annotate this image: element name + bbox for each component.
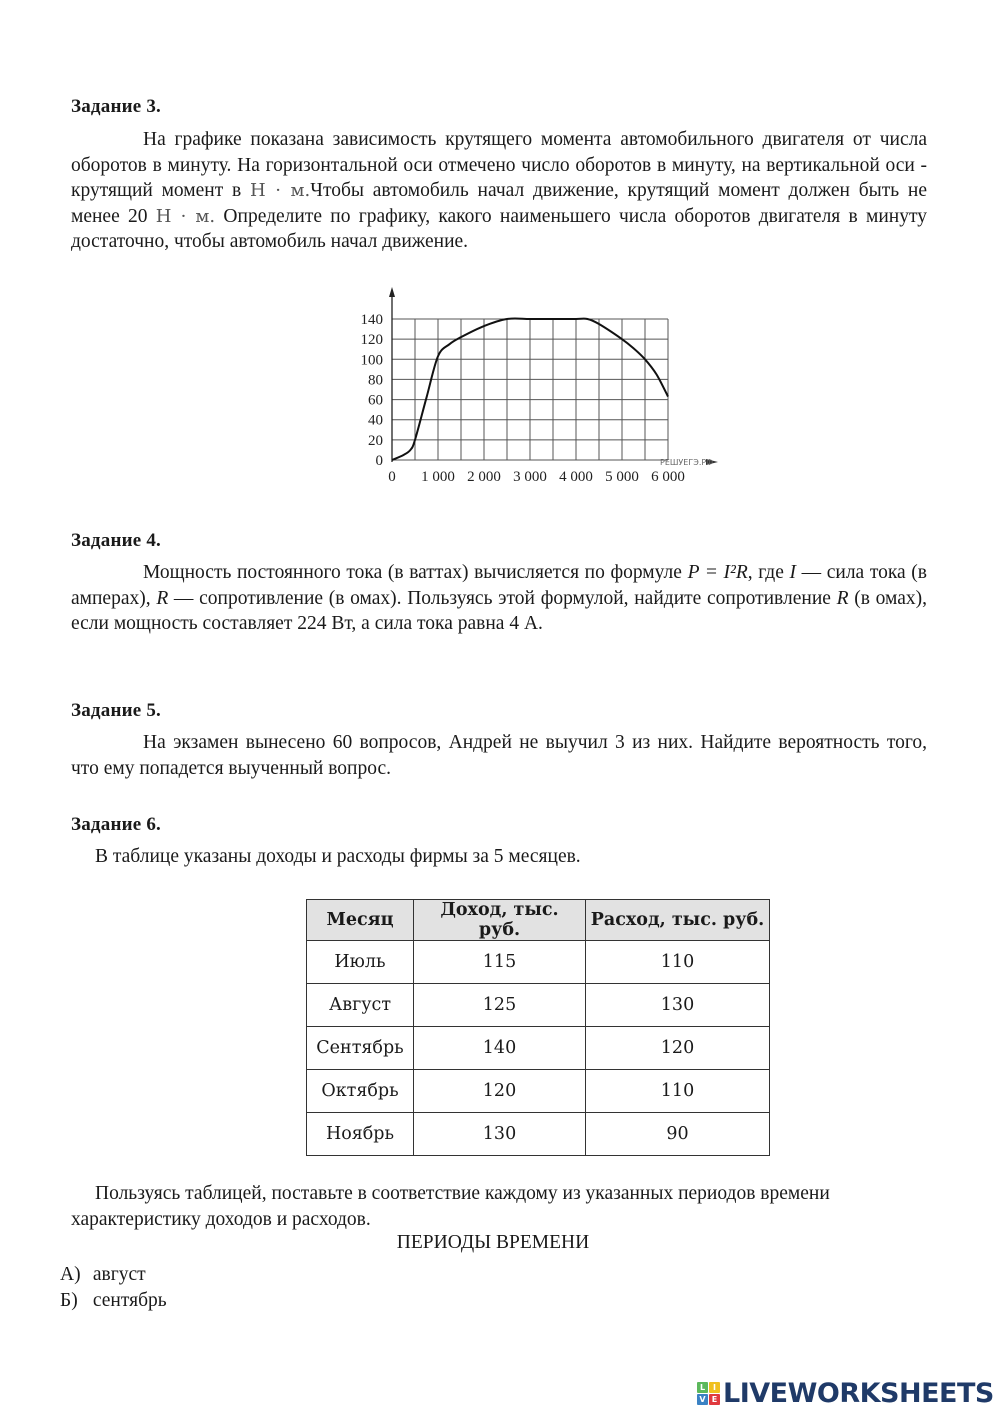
unit-newton-meter: Н · м. xyxy=(155,205,216,227)
task4-text-e: (в омах), если мощность составляет 224 Вт, а сила тока равна 4 А. xyxy=(71,587,928,634)
chart-grid xyxy=(392,319,668,460)
svg-text:60: 60 xyxy=(368,392,383,409)
svg-text:120: 120 xyxy=(360,332,383,349)
cell-income: 130 xyxy=(414,1113,586,1156)
task3-text-part3: Определите по графику, какого наименьшего числа оборотов двигателя в минуту достаточно, чтобы автомобиль начал движение. xyxy=(71,205,927,252)
option-text: сентябрь xyxy=(92,1290,167,1311)
task3-text xyxy=(71,127,927,255)
option-label: А) xyxy=(60,1264,81,1285)
svg-text:4 000: 4 000 xyxy=(559,469,593,485)
svg-text:20: 20 xyxy=(368,432,383,449)
task6-instruction-text: Пользуясь таблицей, поставьте в соответствие каждому из указанных периодов времени характеристику доходов и расходов. xyxy=(71,1183,830,1230)
tile-i: I xyxy=(709,1382,720,1393)
table-row xyxy=(307,1113,770,1156)
tile-v: V xyxy=(697,1394,708,1405)
logo-text: LIVEWORKSHEETS xyxy=(723,1377,994,1409)
task5-text xyxy=(71,730,927,781)
live-tiles-icon xyxy=(697,1382,720,1405)
watermark: РЕШУЕГЭ.РФ xyxy=(660,458,714,467)
svg-text:6 000: 6 000 xyxy=(651,469,685,485)
option-b xyxy=(60,1290,167,1312)
header-income: Доход, тыс. руб. xyxy=(414,900,586,941)
y-axis-labels xyxy=(361,312,384,469)
svg-text:3 000: 3 000 xyxy=(513,469,547,485)
cell-income: 120 xyxy=(414,1070,586,1113)
cell-expense: 90 xyxy=(586,1113,770,1156)
table-row xyxy=(307,984,770,1027)
tile-l: L xyxy=(697,1382,708,1393)
unit-newton-meter: Н · м. xyxy=(249,180,311,201)
task4-title: Задание 4. xyxy=(71,530,161,551)
cell-expense: 130 xyxy=(586,984,770,1027)
svg-text:80: 80 xyxy=(368,372,383,389)
cell-month: Октябрь xyxy=(307,1070,414,1113)
task3-text-part2: Чтобы автомобиль начал движение, крутящий момент должен быть не менее 20 xyxy=(71,180,927,227)
var-r: R xyxy=(156,587,169,609)
header-month: Месяц xyxy=(307,900,414,941)
table-header-row xyxy=(307,900,770,941)
task6-intro: В таблице указаны доходы и расходы фирмы за 5 месяцев. xyxy=(95,846,581,867)
cell-income: 140 xyxy=(414,1027,586,1070)
task6-title: Задание 6. xyxy=(71,814,161,835)
svg-text:1 000: 1 000 xyxy=(421,469,455,485)
var-i: I xyxy=(789,562,796,583)
y-axis-arrow-icon xyxy=(389,287,395,297)
task3-title: Задание 3. xyxy=(71,96,161,117)
torque-chart xyxy=(355,285,735,495)
task5-title: Задание 5. xyxy=(71,700,161,721)
svg-text:140: 140 xyxy=(360,312,383,328)
task4-text xyxy=(71,560,927,637)
cell-month: Июль xyxy=(307,941,414,984)
x-axis-labels xyxy=(388,469,685,485)
svg-text:5 000: 5 000 xyxy=(605,469,639,485)
cell-expense: 110 xyxy=(586,941,770,984)
task5-text-body: На экзамен вынесено 60 вопросов, Андрей не выучил 3 из них. Найдите вероятность того, что ему попадется выученный вопрос. xyxy=(71,732,927,779)
task4-text-d: — сопротивление (в омах). Пользуясь этой формулой, найдите сопротивление xyxy=(168,587,837,609)
task6-instruction xyxy=(71,1181,927,1232)
cell-expense: 110 xyxy=(586,1070,770,1113)
option-label: Б) xyxy=(60,1290,78,1311)
cell-expense: 120 xyxy=(586,1027,770,1070)
periods-heading: ПЕРИОДЫ ВРЕМЕНИ xyxy=(396,1232,590,1253)
option-a xyxy=(60,1264,146,1286)
svg-text:40: 40 xyxy=(368,412,383,429)
svg-text:100: 100 xyxy=(360,352,383,369)
cell-month: Ноябрь xyxy=(307,1113,414,1156)
task3-text-part1: На графике показана зависимость крутящего момента автомобильного двигателя от числа оборотов в минуту. На горизонтальной оси отмечено число оборотов в минуту, на вертикальной оси - крутящий момент в xyxy=(71,129,927,201)
header-expense: Расход, тыс. руб. xyxy=(586,900,770,941)
option-text: август xyxy=(92,1264,146,1285)
income-expense-table xyxy=(306,899,770,1156)
liveworksheets-logo[interactable] xyxy=(697,1378,994,1408)
task4-text-a: Мощность постоянного тока (в ваттах) вычисляется по формуле xyxy=(143,562,688,583)
table-row xyxy=(307,1070,770,1113)
formula: P = I²R xyxy=(687,562,748,583)
task4-text-b: , где xyxy=(747,562,790,583)
svg-text:2 000: 2 000 xyxy=(467,469,501,485)
svg-text:0: 0 xyxy=(375,453,383,469)
cell-income: 115 xyxy=(414,941,586,984)
cell-income: 125 xyxy=(414,984,586,1027)
var-r: R xyxy=(836,587,849,609)
tile-e: E xyxy=(709,1394,720,1405)
cell-month: Август xyxy=(307,984,414,1027)
svg-text:0: 0 xyxy=(388,469,396,485)
task4-text-c: — сила тока (в амперах), xyxy=(71,562,927,609)
table-row xyxy=(307,1027,770,1070)
cell-month: Сентябрь xyxy=(307,1027,414,1070)
table-row xyxy=(307,941,770,984)
